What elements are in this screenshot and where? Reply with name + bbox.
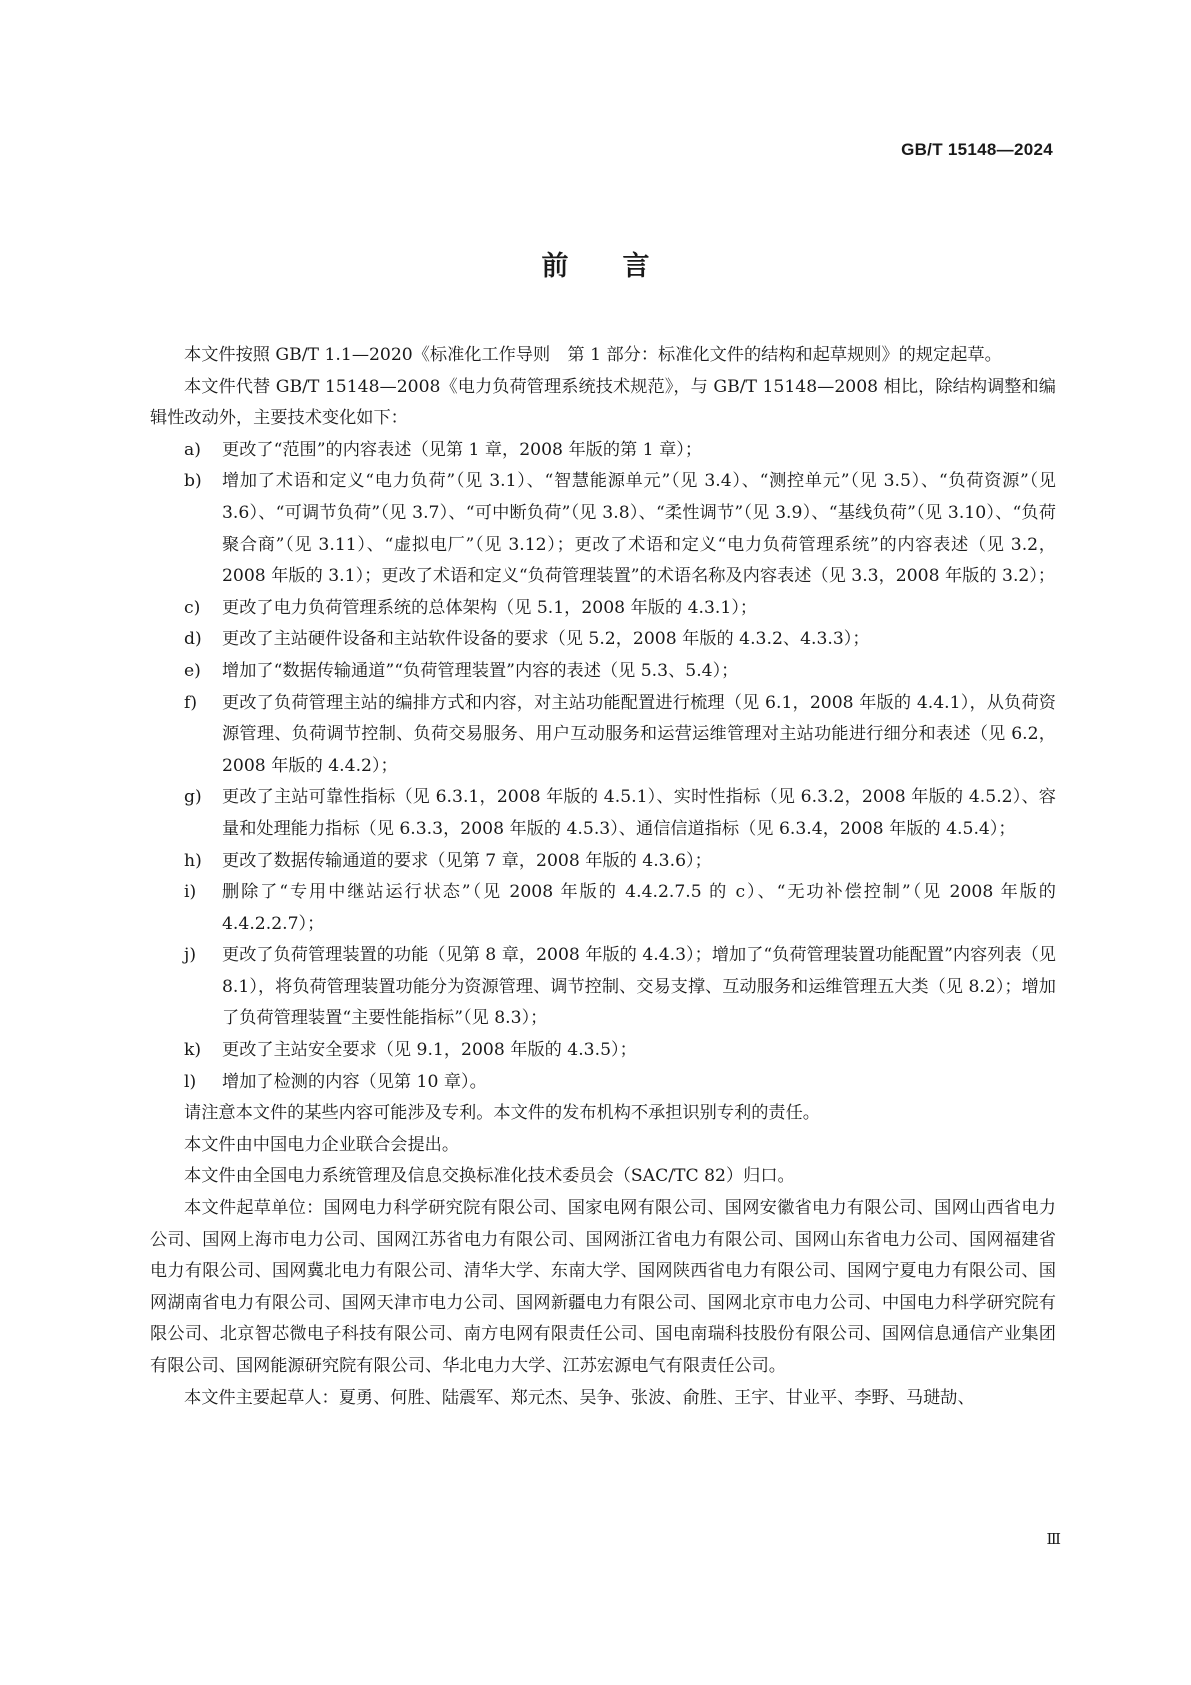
list-item-text: 更改了数据传输通道的要求（见第 7 章，2008 年版的 4.3.6）； [222, 850, 712, 871]
list-item [150, 1067, 1056, 1099]
list-item-text: 更改了主站安全要求（见 9.1，2008 年版的 4.3.5）； [222, 1040, 637, 1061]
list-item [150, 940, 1056, 1035]
paragraph-patent-notice: 请注意本文件的某些内容可能涉及专利。本文件的发布机构不承担识别专利的责任。 [184, 1103, 820, 1124]
list-marker: f) [184, 692, 198, 713]
title-char-1: 前 [541, 251, 569, 282]
list-item [150, 466, 1056, 592]
paragraph-proposer: 本文件由中国电力企业联合会提出。 [184, 1134, 460, 1155]
paragraph-drafters: 本文件主要起草人：夏勇、何胜、陆震军、郑元杰、吴争、张波、俞胜、王宇、甘业平、李野、马琎劼、 [184, 1387, 975, 1408]
page-number: Ⅲ [1046, 1530, 1061, 1548]
list-item [150, 1035, 1056, 1067]
list-item [150, 435, 1056, 467]
list-marker: j) [184, 945, 197, 966]
paragraph-drafting-rule: 本文件按照 GB/T 1.1—2020《标准化工作导则 第 1 部分：标准化文件的结构和起草规则》的规定起草。 [184, 345, 1002, 365]
list-marker: d) [184, 629, 202, 650]
paragraph-replacement: 本文件代替 GB/T 15148—2008《电力负荷管理系统技术规范》，与 GB/T 15148—2008 相比，除结构调整和编辑性改动外，主要技术变化如下： [150, 376, 1056, 429]
list-item-text: 更改了负荷管理装置的功能（见第 8 章，2008 年版的 4.4.3）；增加了“负荷管理装置功能配置”内容列表（见 8.1），将负荷管理装置功能分为资源管理、调节控制、交易支撑、互动服务和运维管理五大类（见 8.2）；增加了负荷管理装置“主要性能指标”（见 8.3）； [222, 945, 1056, 1029]
list-marker: e) [184, 660, 201, 681]
list-marker: a) [184, 439, 201, 460]
page-title [0, 244, 1191, 283]
list-item-text: 删除了“专用中继站运行状态”（见 2008 年版的 4.4.2.7.5 的 c）、“无功补偿控制”（见 2008 年版的 4.4.2.2.7）； [222, 882, 1056, 934]
list-marker: c) [184, 597, 201, 618]
list-item-text: 增加了术语和定义“电力负荷”（见 3.1）、“智慧能源单元”（见 3.4）、“测控单元”（见 3.5）、“负荷资源”（见 3.6）、“可调节负荷”（见 3.7）、“可中断负荷”（见 3.8）、“柔性调节”（见 3.9）、“基线负荷”（见 3.10）、“负荷聚合商”（见 3.11）、“虚拟电厂”（见 3.12）；更改了术语和定义“电力负荷管理系统”的内容表述（见 3.2，2008 年版的 3.1）；更改了术语和定义“负荷管理装置”的术语名称及内容表述（见 3.3，2008 年版的 3.2）； [222, 471, 1056, 587]
list-marker: h) [184, 850, 202, 871]
list-item [150, 656, 1056, 688]
list-marker: k) [184, 1040, 202, 1061]
paragraph-committee: 本文件由全国电力系统管理及信息交换标准化技术委员会（SAC/TC 82）归口。 [184, 1166, 795, 1187]
list-item-text: 更改了“范围”的内容表述（见第 1 章，2008 年版的第 1 章）； [222, 439, 703, 460]
changes-list [150, 435, 1056, 1098]
standard-number: GB/T 15148—2024 [901, 140, 1053, 159]
list-item [150, 846, 1056, 878]
paragraph-drafting-units: 本文件起草单位：国网电力科学研究院有限公司、国家电网有限公司、国网安徽省电力有限公司、国网山西省电力公司、国网上海市电力公司、国网江苏省电力有限公司、国网浙江省电力有限公司、国网山东省电力公司、国网福建省电力有限公司、国网冀北电力有限公司、清华大学、东南大学、国网陕西省电力有限公司、国网宁夏电力有限公司、国网湖南省电力有限公司、国网天津市电力公司、国网新疆电力有限公司、国网北京市电力公司、中国电力科学研究院有限公司、北京智芯微电子科技有限公司、南方电网有限责任公司、国电南瑞科技股份有限公司、国网信息通信产业集团有限公司、国网能源研究院有限公司、华北电力大学、江苏宏源电气有限责任公司。 [150, 1198, 1056, 1376]
document-body [150, 340, 1056, 1414]
list-item [150, 782, 1056, 845]
list-item-text: 更改了主站可靠性指标（见 6.3.1，2008 年版的 4.5.1）、实时性指标（见 6.3.2，2008 年版的 4.5.2）、容量和处理能力指标（见 6.3.3，2008 年版的 4.5.3）、通信信道指标（见 6.3.4，2008 年版的 4.5.4）； [222, 787, 1056, 839]
list-marker: i) [184, 882, 197, 903]
list-item-text: 增加了“数据传输通道”“负荷管理装置”内容的表述（见 5.3、5.4）； [222, 660, 739, 681]
list-item-text: 更改了主站硬件设备和主站软件设备的要求（见 5.2，2008 年版的 4.3.2、4.3.3）； [222, 629, 870, 650]
list-item [150, 877, 1056, 940]
list-marker: g) [184, 787, 202, 808]
list-item [150, 688, 1056, 783]
list-marker: b) [184, 471, 202, 492]
list-item [150, 624, 1056, 656]
list-item-text: 更改了负荷管理主站的编排方式和内容，对主站功能配置进行梳理（见 6.1，2008 年版的 4.4.1），从负荷资源管理、负荷调节控制、负荷交易服务、用户互动服务和运营运维管理对主站功能进行细分和表述（见 6.2，2008 年版的 4.4.2）； [222, 692, 1056, 776]
list-item-text: 增加了检测的内容（见第 10 章）。 [222, 1071, 487, 1092]
list-marker: l) [184, 1071, 197, 1092]
title-char-2: 言 [622, 251, 650, 282]
list-item-text: 更改了电力负荷管理系统的总体架构（见 5.1，2008 年版的 4.3.1）； [222, 597, 758, 618]
list-item [150, 593, 1056, 625]
